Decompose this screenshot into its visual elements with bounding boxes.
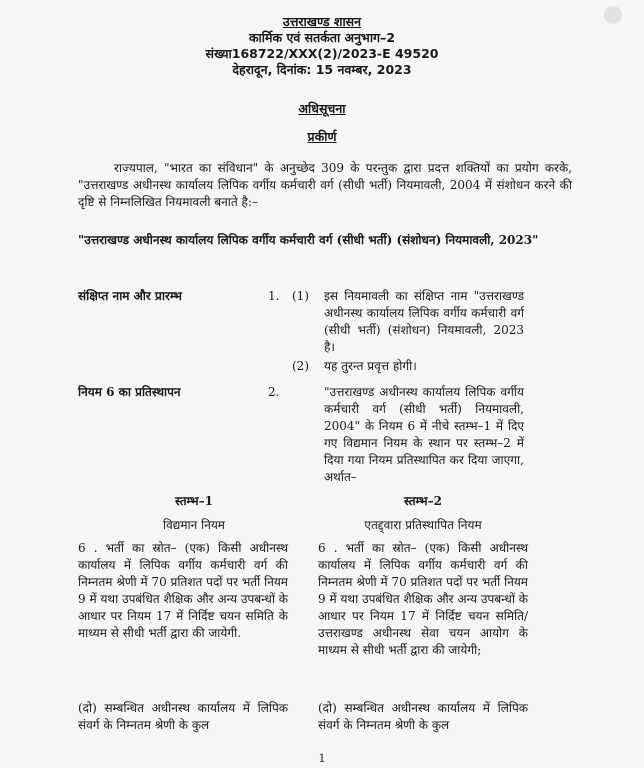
- rule1-text1: इस नियमावली का संक्षिप्त नाम "उत्तराखण्ड अधीनस्थ कार्यालय लिपिक वर्गीय कर्मचारी वर्ग (सीधी भर्ती) (संशोधन) नियमावली, 2023 है।: [324, 289, 524, 354]
- issue-date: देहरादून, दिनांक: 15 नवम्बर, 2023: [232, 62, 412, 77]
- column1-paragraph1: 6 . भर्ती का स्रोत– (एक) किसी अधीनस्थ कार्यालय में लिपिक वर्गीय कर्मचारी वर्ग की निम्नतम श्रेणी में 70 प्रतिशत पदों पर भर्ती नियम 9 में यथा उपबंधित शैक्षिक और अन्य उपबन्धों के आधार पर नियम 17 में निर्दिष्ट चयन समिति के माध्यम से सीधी भर्ती द्वारा की जायेगी.: [78, 541, 288, 640]
- column1-subheading: विद्यमान नियम: [162, 518, 225, 532]
- column1-paragraph2: (दो) सम्बन्धित अधीनस्थ कार्यालय में लिपिक संवर्ग के निम्नतम श्रेणी के कुल: [78, 701, 288, 732]
- rule1-label: संक्षिप्त नाम और प्रारम्भ: [78, 289, 182, 303]
- column1-heading: स्तम्भ–1: [175, 494, 213, 508]
- rule1-sub2: (2): [292, 359, 309, 373]
- rule1-sub1: (1): [292, 289, 309, 303]
- column2-subheading: एतद्द्वारा प्रतिस्थापित नियम: [364, 518, 482, 532]
- letter-header: [0, 14, 644, 78]
- notification-heading: अधिसूचना: [298, 101, 346, 116]
- page-number: 1: [318, 752, 326, 765]
- column2-heading: स्तम्भ–2: [404, 494, 442, 508]
- department-name: कार्मिक एवं सतर्कता अनुभाग–2: [248, 30, 396, 45]
- rule2-number: 2.: [268, 385, 280, 399]
- government-name: उत्तराखण्ड शासन: [282, 14, 362, 29]
- rule2-label: नियम 6 का प्रतिस्थापन: [78, 385, 181, 399]
- rule2-text: "उत्तराखण्ड अधीनस्थ कार्यालय लिपिक वर्गीय कर्मचारी वर्ग (सीधी भर्ती) नियमावली, 2004" के नियम 6 में नीचे स्तम्भ–1 में दिए गए विद्यमान नियम के स्थान पर स्तम्भ–2 में दिया गया नियम प्रतिस्थापित कर दिया जाएगा, अर्थात–: [324, 385, 524, 484]
- column2-paragraph2: (दो) सम्बन्धित अधीनस्थ कार्यालय में लिपिक संवर्ग के निम्नतम श्रेणी के कुल: [318, 701, 528, 732]
- rule1-number: 1.: [268, 289, 280, 303]
- rule1-text2: यह तुरन्त प्रवृत्त होगी।: [324, 359, 417, 373]
- reference-number: संख्या168722/XXX(2)/2023-E 49520: [205, 46, 439, 61]
- misc-heading: प्रकीर्ण: [307, 129, 337, 144]
- column2-paragraph1: 6 . भर्ती का स्रोत– (एक) किसी अधीनस्थ कार्यालय में लिपिक वर्गीय कर्मचारी वर्ग की निम्नतम श्रेणी में 70 प्रतिशत पदों पर भर्ती नियम 9 में यथा उपबंधित शैक्षिक और अन्य उपबन्धों के आधार पर नियम 17 में निर्दिष्ट चयन समिति/उत्तराखण्ड अधीनस्थ सेवा चयन आयोग के माध्यम से सीधी भर्ती द्वारा की जायेगी;: [318, 541, 528, 657]
- rule-title: "उत्तराखण्ड अधीनस्थ कार्यालय लिपिक वर्गीय कर्मचारी वर्ग (सीधी भर्ती) (संशोधन) नियमावली, 2023": [78, 233, 539, 247]
- intro-paragraph: राज्यपाल, "भारत का संविधान" के अनुच्छेद 309 के परन्तुक द्वारा प्रदत्त शक्तियों का प्रयोग करके, "उत्तराखण्ड अधीनस्थ कार्यालय लिपिक वर्गीय कर्मचारी वर्ग (सीधी भर्ती) नियमावली, 2004 में संशोधन करने की दृष्टि से निम्नलिखित नियमावली बनाते है:–: [78, 161, 572, 209]
